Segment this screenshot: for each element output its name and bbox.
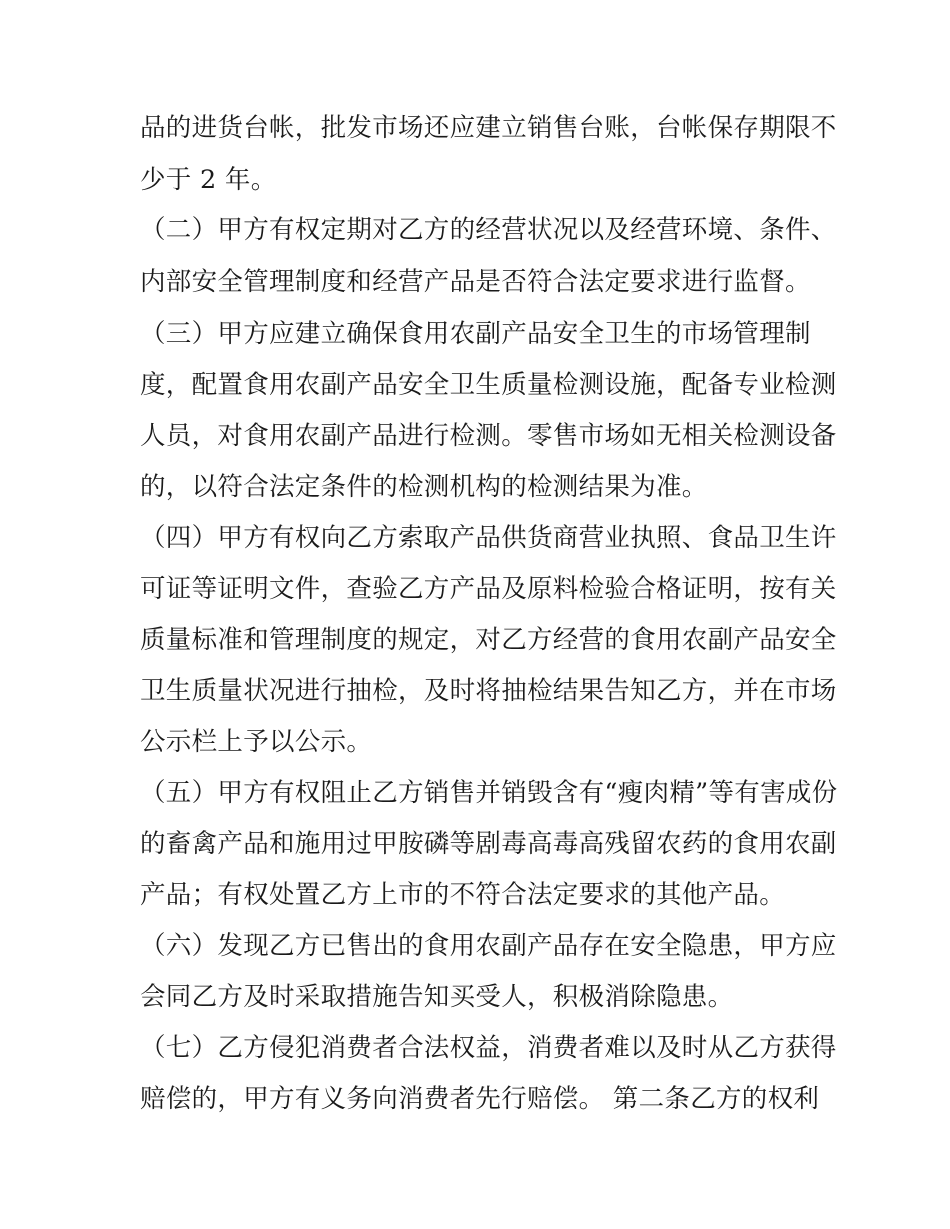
text-line: 会同乙方及时采取措施告知买受人，积极消除隐患。 [140, 982, 734, 1012]
text-line: 产品；有权处置乙方上市的不符合法定要求的其他产品。 [140, 880, 786, 910]
text-line: 内部安全管理制度和经营产品是否符合法定要求进行监督。 [140, 267, 811, 297]
text-line: 品的进货台帐，批发市场还应建立销售台账，台帐保存期限不 [140, 113, 837, 143]
text-line: 的，以符合法定条件的检测机构的检测结果为准。 [140, 472, 708, 502]
text-line: （六）发现乙方已售出的食用农副产品存在安全隐患，甲方应 [140, 931, 837, 961]
text-line: （四）甲方有权向乙方索取产品供货商营业执照、食品卫生许 [140, 523, 837, 553]
text-line: 赔偿的，甲方有义务向消费者先行赔偿。 第二条乙方的权利 [140, 1084, 820, 1114]
text-line: 可证等证明文件，查验乙方产品及原料检验合格证明，按有关 [140, 574, 837, 604]
text-line: 少于 2 年。 [140, 165, 277, 195]
text-line: （三）甲方应建立确保食用农副产品安全卫生的市场管理制 [140, 319, 811, 349]
text-line: 度，配置食用农副产品安全卫生质量检测设施，配备专业检测 [140, 370, 837, 400]
text-line: 人员，对食用农副产品进行检测。零售市场如无相关检测设备 [140, 421, 837, 451]
text-line: 质量标准和管理制度的规定，对乙方经营的食用农副产品安全 [140, 625, 837, 655]
text-line: 的畜禽产品和施用过甲胺磷等剧毒高毒高残留农药的食用农副 [140, 829, 837, 859]
text-line: （二）甲方有权定期对乙方的经营状况以及经营环境、条件、 [140, 215, 837, 245]
text-line: 卫生质量状况进行抽检，及时将抽检结果告知乙方，并在市场 [140, 676, 837, 706]
text-line: 公示栏上予以公示。 [140, 727, 373, 757]
text-line: （七）乙方侵犯消费者合法权益，消费者难以及时从乙方获得 [140, 1033, 837, 1063]
text-line: （五）甲方有权阻止乙方销售并销毁含有“瘦肉精”等有害成份 [140, 778, 838, 808]
